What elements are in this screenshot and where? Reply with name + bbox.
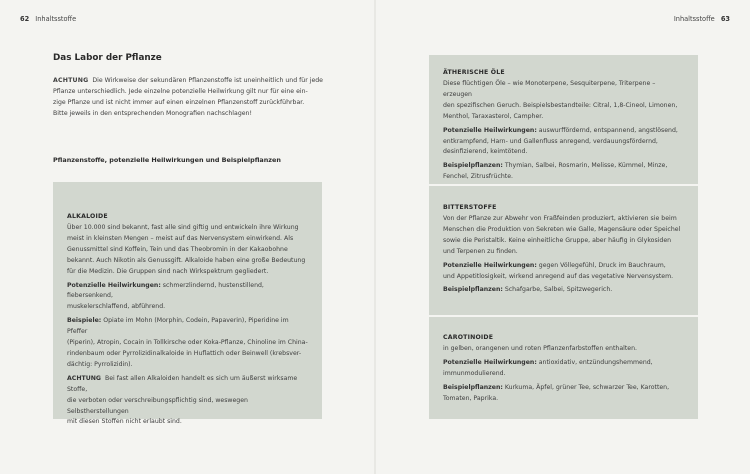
oele-body (443, 79, 684, 123)
examples-line: (Piperin), Atropin, Cocain in Tollkirsche oder Koka-Pflanze, Chinoline im China- (67, 339, 308, 347)
body-line: Diese flüchtigen Öle – wie Monoterpene, Sesquiterpene, Triterpene – erzeugen (443, 80, 656, 98)
intro-paragraph (53, 76, 328, 120)
body-line: für die Medizin. Die Gruppen sind nach Wirkspektrum gegliedert. (67, 267, 269, 275)
page-number-right: 63 (720, 15, 730, 23)
plants-label: Beispielpflanzen: (443, 286, 503, 294)
effects-line: und Appetitlosigkeit, wirkend anregend auf das vegetative Nervensystem. (443, 272, 674, 280)
intro-line: Pflanze unterschiedlich. Jede einzelne potenzielle Heilwirkung gilt nur für eine ein- (53, 87, 308, 95)
bitter-effects (443, 261, 684, 283)
body-line: den spezifischen Geruch. Beispielsbestandteile: Citral, 1,8-Cineol, Limonen, (443, 101, 678, 109)
effects-label: Potenzielle Heilwirkungen: (443, 261, 537, 269)
right-column (429, 55, 698, 419)
body-line: Menthol, Taraxasterol, Campher. (443, 112, 544, 120)
body-line: meist in kleinsten Mengen – meist auf das Nervensystem einwirkend. Als (67, 234, 294, 242)
carotinoide-box (429, 317, 698, 419)
plants-line: Tomaten, Paprika. (443, 394, 499, 402)
body-line: in gelben, orangenen und roten Pflanzenfarbstoffen enthalten. (443, 345, 637, 352)
running-title-right: Inhaltsstoffe (673, 15, 715, 23)
bitterstoffe-box (429, 186, 698, 315)
carotin-title: CAROTINOIDE (443, 334, 494, 341)
effects-label: Potenzielle Heilwirkungen: (443, 126, 537, 134)
alkaloide-warning (67, 374, 308, 429)
alkaloide-title: ALKALOIDE (67, 213, 108, 220)
body-line: und Terpenen zu finden. (443, 247, 518, 255)
section-subheading: Pflanzenstoffe, potenzielle Heilwirkungen und Beispielpflanzen (53, 156, 281, 164)
plants-line: Kurkuma, Äpfel, grüner Tee, schwarzer Tee, Karotten, (504, 383, 670, 391)
warning-line: die verboten oder verschreibungspflichtig sind, weswegen Selbstherstellungen (67, 396, 248, 415)
running-title-left: Inhaltsstoffe (35, 15, 77, 23)
body-line: bekannt. Auch Nikotin als Genussgift. Alkaloide haben eine große Bedeutung (67, 256, 306, 264)
examples-line: rindenbaum oder Pyrrolizidinalkaloide in Huflattich oder Beinwell (krebsver- (67, 349, 302, 357)
plants-line: Schafgarbe, Salbei, Spitzwegerich. (504, 286, 613, 294)
effects-line: desinfizierend, keimtötend. (443, 148, 528, 156)
plants-line: Fenchel, Zitrusfrüchte. (443, 173, 513, 181)
running-head-right (674, 15, 730, 23)
effects-line: antioxidativ, entzündungshemmend, (538, 358, 653, 366)
oele-plants (443, 161, 684, 183)
alkaloide-box (53, 182, 322, 426)
examples-line: Opiate im Mohn (Morphin, Codein, Papaverin), Piperidine im Pfeffer (67, 317, 289, 336)
alkaloide-body (67, 223, 308, 278)
body-line: Von der Pflanze zur Abwehr von Fraßfeinden produziert, aktivieren sie beim (443, 215, 677, 222)
examples-label: Beispiele: (67, 317, 102, 325)
body-line: Menschen die Produktion von Sekreten wie Galle, Magensäure oder Speichel (443, 225, 681, 233)
effects-line: immunmodulierend. (443, 369, 506, 377)
page-gutter (374, 0, 376, 474)
examples-line: dächtig: Pyrrolizidin). (67, 360, 133, 368)
plants-label: Beispielpflanzen: (443, 383, 503, 391)
page-number-left: 62 (20, 15, 30, 23)
body-line: Über 10.000 sind bekannt, fast alle sind giftig und entwickeln ihre Wirkung (67, 224, 299, 231)
effects-label: Potenzielle Heilwirkungen: (67, 281, 161, 289)
warning-keyword: ACHTUNG (67, 374, 102, 382)
alkaloide-examples (67, 316, 308, 371)
effects-label: Potenzielle Heilwirkungen: (443, 358, 537, 366)
intro-line: zige Pflanze und ist nicht immer auf einen einzelnen Pflanzenstoff zurückführbar. (53, 98, 305, 106)
bitter-body (443, 214, 684, 258)
plants-label: Beispielpflanzen: (443, 162, 503, 170)
aetherische-oele-box (429, 55, 698, 184)
intro-line: Die Wirkweise der sekundären Pflanzenstoffe ist uneinheitlich und für jede (92, 77, 323, 84)
page-heading: Das Labor der Pflanze (53, 53, 162, 63)
effects-line: entkrampfend, Harn- und Gallenfluss anregend, verdauungsfördernd, (443, 137, 658, 145)
effects-line: muskelerschlaffend, abführend. (67, 303, 166, 311)
oele-effects (443, 126, 684, 159)
warning-line: mit diesen Stoffen nicht erlaubt sind. (67, 418, 182, 426)
carotin-effects (443, 358, 684, 380)
carotin-plants (443, 383, 684, 405)
effects-line: schmerzlindernd, hustenstillend, fiebersenkend, (67, 281, 264, 300)
intro-line: Bitte jeweils in den entsprechenden Monografien nachschlagen! (53, 109, 252, 117)
plants-line: Thymian, Salbei, Rosmarin, Melisse, Kümmel, Minze, (504, 162, 668, 170)
oele-title: ÄTHERISCHE ÖLE (443, 69, 505, 76)
intro-keyword: ACHTUNG (53, 77, 89, 84)
bitter-plants (443, 285, 684, 296)
running-head-left (20, 15, 76, 23)
warning-line: Bei fast allen Alkaloiden handelt es sich um äußerst wirksame Stoffe, (67, 374, 298, 393)
body-line: Genussmittel sind Koffein, Tein und das Theobromin in der Kakaobohne (67, 245, 288, 253)
bitter-title: BITTERSTOFFE (443, 204, 497, 211)
alkaloide-effects (67, 281, 308, 314)
carotin-body (443, 344, 684, 355)
effects-line: auswurffördernd, entspannend, angstlösend, (538, 126, 678, 134)
body-line: sowie die Peristaltik. Keine einheitliche Gruppe, aber häufig in Glykosiden (443, 236, 672, 244)
effects-line: gegen Völlegefühl, Druck im Bauchraum, (538, 261, 666, 269)
